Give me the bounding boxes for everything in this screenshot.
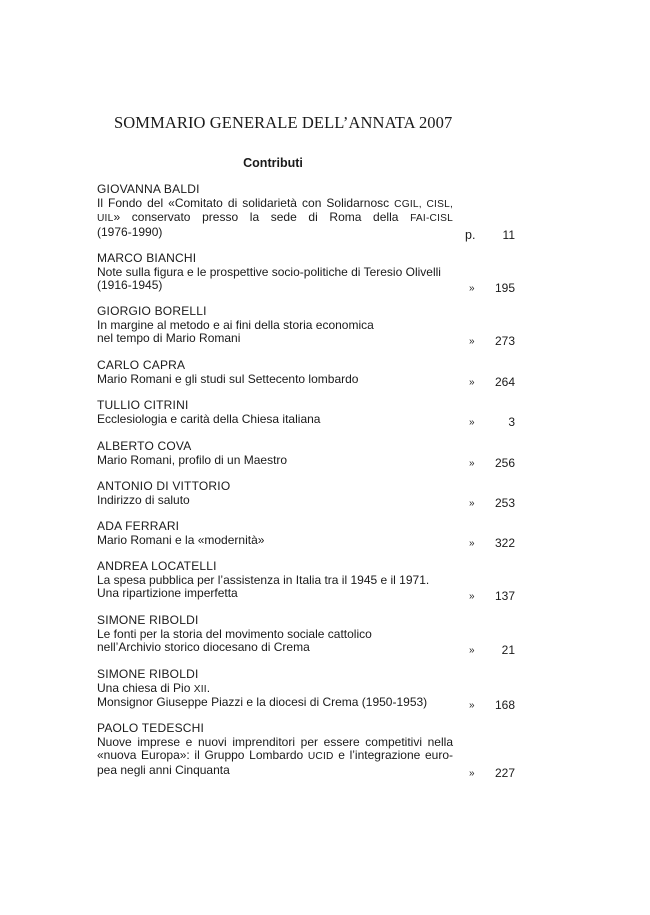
page-mark: » xyxy=(469,767,475,779)
entry-title-line: Indirizzo di saluto xyxy=(97,492,190,507)
page-reference xyxy=(453,767,515,781)
entry-title-line: Mario Romani e gli studi sul Settecento lombardo xyxy=(97,371,359,386)
page-reference xyxy=(453,644,515,658)
entry-title-line: Il Fondo del «Comitato di solidarietà con Solidarnosc CGIL, CISL, xyxy=(97,195,453,210)
toc-entry[interactable] xyxy=(97,398,515,429)
page-mark: » xyxy=(469,283,475,295)
entry-author: CARLO CAPRA xyxy=(97,358,186,372)
page-number: 273 xyxy=(494,334,515,349)
entry-title-line: In margine al metodo e ai fini della storia economica xyxy=(97,317,374,332)
page-number: 137 xyxy=(494,589,515,604)
toc-entry[interactable] xyxy=(97,613,515,658)
entry-title-line: pea negli anni Cinquanta xyxy=(97,762,230,777)
page-reference xyxy=(453,335,515,349)
page-reference xyxy=(453,699,515,713)
entry-author: GIORGIO BORELLI xyxy=(97,304,207,318)
section-heading: Contributi xyxy=(243,156,303,170)
entry-title-line: Mario Romani e la «modernità» xyxy=(97,532,265,547)
page-mark: » xyxy=(469,497,475,509)
entry-title xyxy=(97,574,453,601)
entry-author: GIOVANNA BALDI xyxy=(97,182,200,196)
entry-title xyxy=(97,682,453,710)
entry-title xyxy=(97,736,453,778)
page-number: 264 xyxy=(494,374,515,389)
toc-entry[interactable] xyxy=(97,358,515,389)
entry-title-line: La spesa pubblica per l’assistenza in Italia tra il 1945 e il 1971. xyxy=(97,572,430,587)
entry-author: ANTONIO DI VITTORIO xyxy=(97,479,231,493)
entry-title-line: Monsignor Giuseppe Piazzi e la diocesi di Crema (1950-1953) xyxy=(97,695,428,710)
entry-title xyxy=(97,628,453,655)
entry-title-line: Una chiesa di Pio XII. xyxy=(97,680,211,695)
page-number: 168 xyxy=(494,698,515,713)
entry-title xyxy=(97,413,453,427)
page-number: 253 xyxy=(494,495,515,510)
entry-title xyxy=(97,534,453,548)
entry-title-line: Nuove imprese e nuovi imprenditori per essere competitivi nella xyxy=(97,734,453,749)
page-mark: » xyxy=(469,457,475,469)
page-number: 322 xyxy=(494,535,515,550)
entry-title xyxy=(97,266,453,293)
page-number: 256 xyxy=(494,455,515,470)
page-number: 227 xyxy=(494,765,515,780)
page-mark: » xyxy=(469,416,475,428)
page-reference xyxy=(453,537,515,551)
page-mark: » xyxy=(469,376,475,388)
page-mark: » xyxy=(469,537,475,549)
entry-title-line: Ecclesiologia e carità della Chiesa italiana xyxy=(97,411,321,426)
page-reference xyxy=(453,282,515,296)
page-reference xyxy=(453,229,515,243)
entry-title-line: UIL» conservato presso la sede di Roma della FAI-CISL xyxy=(97,210,453,225)
toc-entry[interactable] xyxy=(97,667,515,713)
entry-title xyxy=(97,454,453,468)
toc-entry[interactable] xyxy=(97,304,515,349)
page-title: SOMMARIO GENERALE DELL’ANNATA 2007 xyxy=(114,113,453,132)
toc-entry[interactable] xyxy=(97,182,515,242)
entry-title xyxy=(97,197,453,240)
page-mark: » xyxy=(469,700,475,712)
page-mark: » xyxy=(469,591,475,603)
page-number: 195 xyxy=(494,281,515,296)
page-number: 11 xyxy=(502,227,515,242)
entry-title xyxy=(97,319,453,346)
toc-entry[interactable] xyxy=(97,721,515,780)
page-reference xyxy=(453,497,515,511)
entry-title-line: Note sulla figura e le prospettive socio-politiche di Teresio Olivelli xyxy=(97,264,441,279)
entry-author: SIMONE RIBOLDI xyxy=(97,613,199,627)
entry-author: MARCO BIANCHI xyxy=(97,251,197,265)
entry-author: ADA FERRARI xyxy=(97,519,180,533)
page-mark: p. xyxy=(465,227,476,242)
entry-author: PAOLO TEDESCHI xyxy=(97,721,205,735)
entry-author: ANDREA LOCATELLI xyxy=(97,559,217,573)
page-mark: » xyxy=(469,336,475,348)
entry-title-line: Le fonti per la storia del movimento sociale cattolico xyxy=(97,626,372,641)
page-reference xyxy=(453,590,515,604)
page-number: 21 xyxy=(501,643,515,658)
toc-entry[interactable] xyxy=(97,559,515,604)
entry-title xyxy=(97,373,453,387)
entry-author: TULLIO CITRINI xyxy=(97,398,189,412)
toc-entry[interactable] xyxy=(97,439,515,470)
toc-entry[interactable] xyxy=(97,519,515,550)
entry-title xyxy=(97,494,453,508)
toc-entry[interactable] xyxy=(97,251,515,296)
page-mark: » xyxy=(469,645,475,657)
entry-title-line: nel tempo di Mario Romani xyxy=(97,331,241,346)
entry-title-line: Mario Romani, profilo di un Maestro xyxy=(97,452,288,467)
page-number: 3 xyxy=(508,414,515,429)
page-reference xyxy=(453,416,515,430)
entry-title-line: (1976-1990) xyxy=(97,224,163,239)
entry-author: SIMONE RIBOLDI xyxy=(97,667,199,681)
entry-title-line: (1916-1945) xyxy=(97,278,163,293)
page-reference xyxy=(453,376,515,390)
toc-entry[interactable] xyxy=(97,479,515,510)
page-reference xyxy=(453,457,515,471)
entry-author: ALBERTO COVA xyxy=(97,439,192,453)
entry-title-line: «nuova Europa»: il Gruppo Lombardo UCID e l’integrazione euro- xyxy=(97,748,453,763)
entry-title-line: Una ripartizione imperfetta xyxy=(97,586,238,601)
entry-title-line: nell’Archivio storico diocesano di Crema xyxy=(97,640,310,655)
